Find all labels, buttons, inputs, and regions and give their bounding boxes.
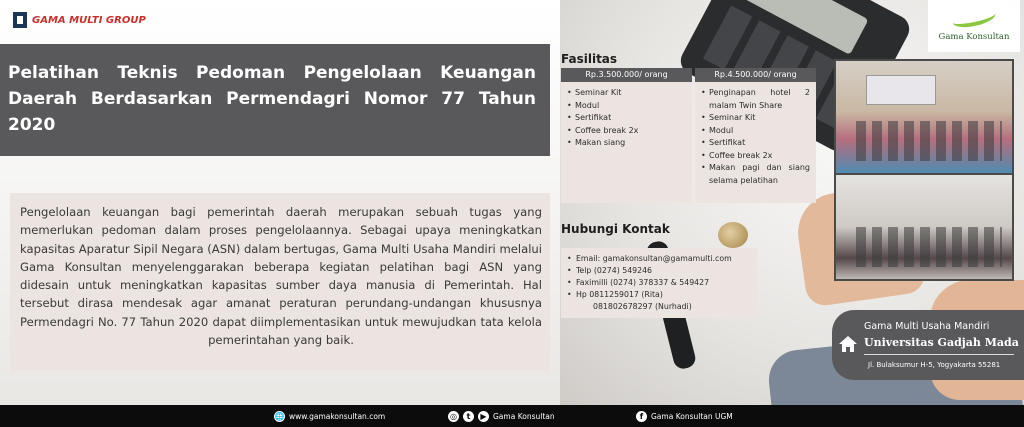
globe-icon: 🌐 (274, 411, 285, 421)
facebook-link[interactable]: Gama Konsultan UGM (651, 411, 733, 421)
description-panel (10, 193, 550, 371)
social-link[interactable]: Gama Konsultan (493, 411, 555, 421)
gama-konsultan-logo-text: Gama Konsultan (938, 32, 1010, 42)
address-street: Jl. Bulaksumur H-5, Yogyakarta 55281 (868, 361, 1001, 369)
footer-social[interactable] (448, 405, 555, 427)
footer-website[interactable] (274, 405, 385, 427)
youtube-icon: ▶ (478, 411, 489, 422)
footer-bar (0, 405, 1024, 427)
list-item: • Modul (567, 100, 686, 113)
address-divider (864, 354, 1014, 355)
training-photos (834, 59, 1014, 281)
contact-hp-nurhadi[interactable]: 081802678297 (Nurhadi) (593, 302, 692, 311)
contact-email[interactable]: • Email: gamakonsultan@gamamulti.com (567, 253, 751, 265)
training-photo-group (836, 175, 1012, 279)
contact-panel (561, 248, 757, 318)
list-item: • Makan pagi dan siang selama pelatihan (701, 162, 810, 187)
facilities-package-2 (695, 68, 816, 203)
address-company: Gama Multi Usaha Mandiri (864, 321, 990, 332)
list-item: • Seminar Kit (567, 87, 686, 100)
logo-mark-icon (13, 12, 27, 28)
list-item: • Penginapan hotel 2 malam Twin Share (701, 87, 810, 112)
footer-facebook[interactable] (636, 405, 733, 427)
facilities-package-1 (561, 68, 692, 203)
facilities-table (561, 68, 816, 203)
website-link[interactable]: www.gamakonsultan.com (289, 411, 386, 421)
contact-hp-rita[interactable]: • Hp 0811259017 (Rita) (567, 289, 751, 301)
address-university: Universitas Gadjah Mada (864, 336, 1019, 349)
package-1-price: Rp.3.500.000/ orang (561, 68, 692, 82)
contact-phone[interactable]: • Telp (0274) 549246 (567, 265, 751, 277)
list-item: • Coffee break 2x (567, 125, 686, 138)
twitter-icon: t (463, 411, 474, 422)
address-panel (832, 310, 1024, 380)
page-title: Pelatihan Teknis Pedoman Pengelolaan Keuangan Daerah Berdasarkan Permendagri Nomor 77 Tahun 2020 (8, 63, 536, 135)
list-item: • Seminar Kit (701, 112, 810, 125)
package-1-items (561, 82, 692, 150)
group-in-photo (856, 227, 1002, 267)
package-2-items (695, 82, 816, 187)
banner-in-photo (866, 75, 936, 105)
swoosh-icon (951, 6, 997, 31)
list-item: • Coffee break 2x (701, 150, 810, 163)
facebook-icon: f (636, 411, 647, 422)
gama-multi-group-logo (13, 12, 146, 28)
participants-in-photo (856, 121, 1002, 161)
list-item: • Sertifikat (701, 137, 810, 150)
title-panel (0, 44, 550, 156)
contact-fax: • Faximilli (0274) 378337 & 549427 (567, 277, 751, 289)
facilities-heading: Fasilitas (561, 52, 618, 66)
contact-list (561, 248, 757, 318)
instagram-icon: ◎ (448, 411, 459, 422)
gama-konsultan-logo (928, 0, 1020, 52)
list-item: • Sertifikat (567, 112, 686, 125)
description-text: Pengelolaan keuangan bagi pemerintah daerah merupakan sebuah tugas yang memerlukan pedoman dalam proses pengelolaannya. Sebagai upaya meningkatkan kapasitas Aparatur Sipil Negara (ASN) dalam bertugas, Gama Multi Usaha Mandiri melalui Gama Konsultan menyelenggarakan beberapa kegiatan pelatihan bagi ASN yang didesain untuk meningkatkan kapasitas sumber daya manusia di Pemerintah. Hal tersebut dirasa mendesak agar amanat peraturan perundang-undangan khususnya Permendagri No. 77 Tahun 2020 dapat diimplementasikan untuk mewujudkan tata kelola pemerintahan yang baik. (20, 205, 542, 348)
list-item: • Modul (701, 125, 810, 138)
home-icon (838, 334, 858, 354)
logo-text: GAMA MULTI GROUP (32, 14, 146, 26)
list-item: • Makan siang (567, 137, 686, 150)
contact-heading: Hubungi Kontak (561, 222, 670, 236)
training-photo-classroom (836, 61, 1012, 173)
coin-image (718, 222, 748, 248)
package-2-price: Rp.4.500.000/ orang (695, 68, 816, 82)
